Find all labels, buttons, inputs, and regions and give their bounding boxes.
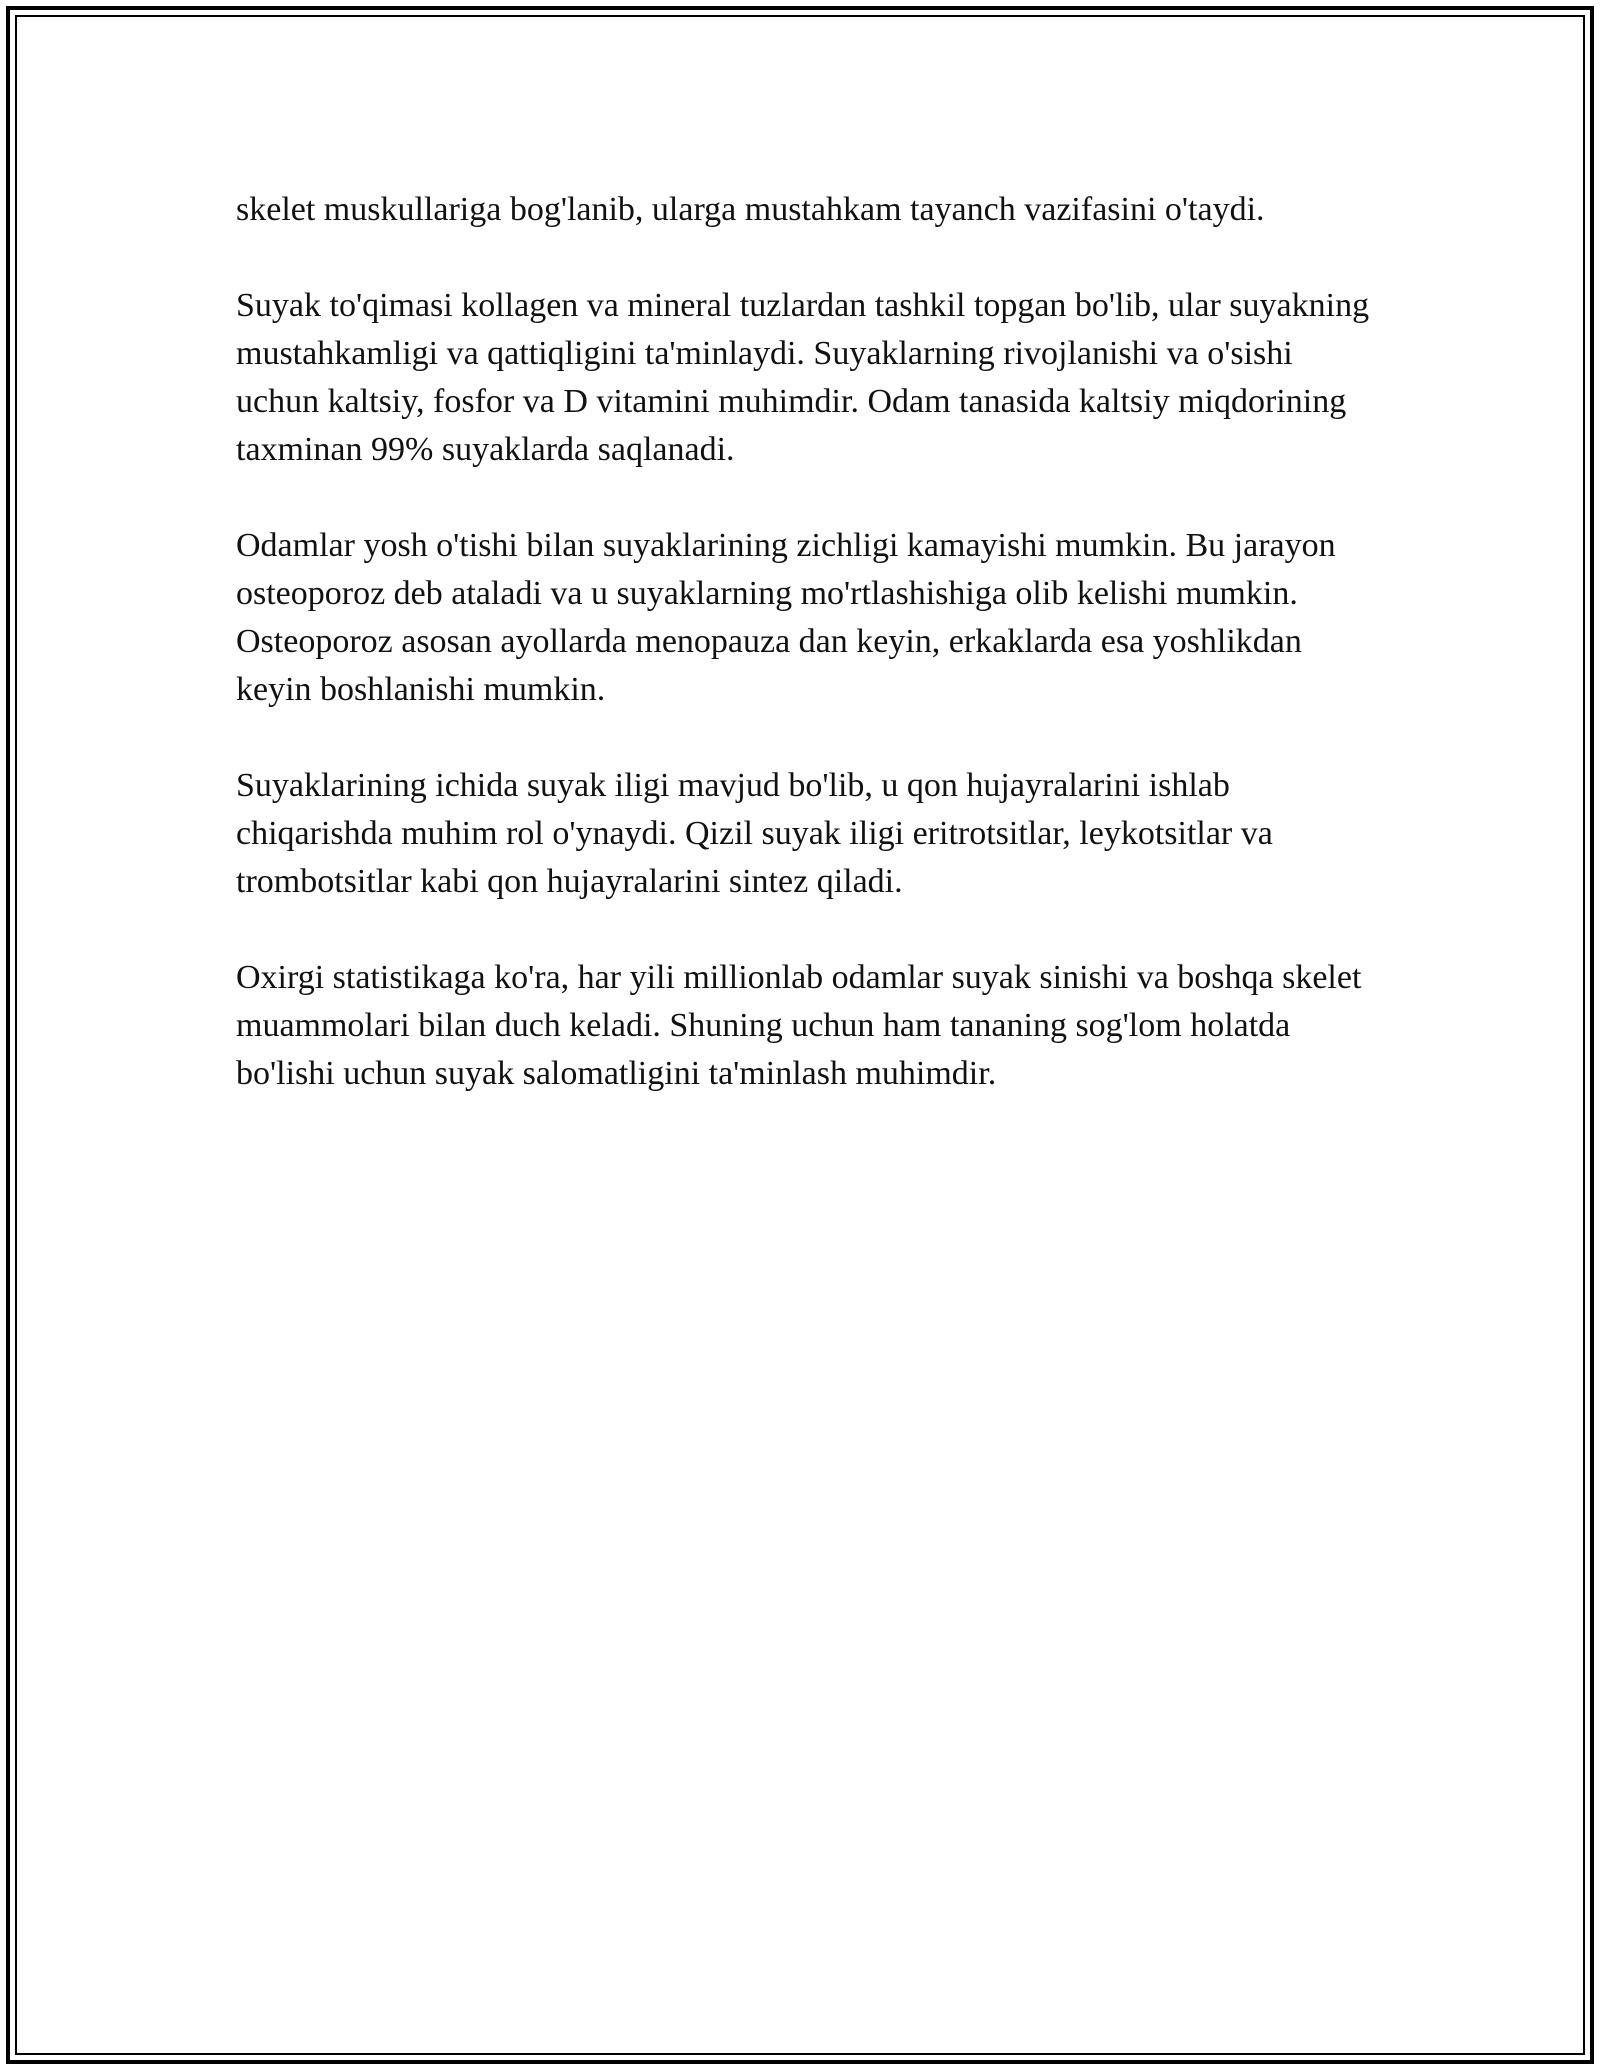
paragraph: Suyak to'qimasi kollagen va mineral tuzlardan tashkil topgan bo'lib, ular suyakning mustahkamligi va qattiqligini ta'minlaydi. Suyaklarning rivojlanishi va o'sishi uchun kaltsiy, fosfor va D vitamini muhimdir. Odam tanasida kaltsiy miqdorining taxminan 99% suyaklarda saqlanadi. bbox=[236, 287, 1370, 468]
paragraph: Odamlar yosh o'tishi bilan suyaklarining zichligi kamayishi mumkin. Bu jarayon osteoporoz deb ataladi va u suyaklarning mo'rtlashishiga olib kelishi mumkin. Osteoporoz asosan ayollarda menopauza dan keyin, erkaklarda esa yoshlikdan keyin boshlanishi mumkin. bbox=[236, 527, 1336, 708]
paragraph: Suyaklarining ichida suyak iligi mavjud bo'lib, u qon hujayralarini ishlab chiqarishda muhim rol o'ynaydi. Qizil suyak iligi eritrotsitlar, leykotsitlar va trombotsitlar kabi qon hujayralarini sintez qiladi. bbox=[236, 767, 1273, 900]
paragraph: skelet muskullariga bog'lanib, ularga mustahkam tayanch vazifasini o'taydi. bbox=[236, 191, 1265, 228]
paragraph: Oxirgi statistikaga ko'ra, har yili millionlab odamlar suyak sinishi va boshqa skelet muammolari bilan duch keladi. Shuning uchun ham tananing sog'lom holatda bo'lishi uchun suyak salomatligini ta'minlash muhimdir. bbox=[236, 959, 1362, 1092]
document-body bbox=[236, 186, 1376, 1146]
